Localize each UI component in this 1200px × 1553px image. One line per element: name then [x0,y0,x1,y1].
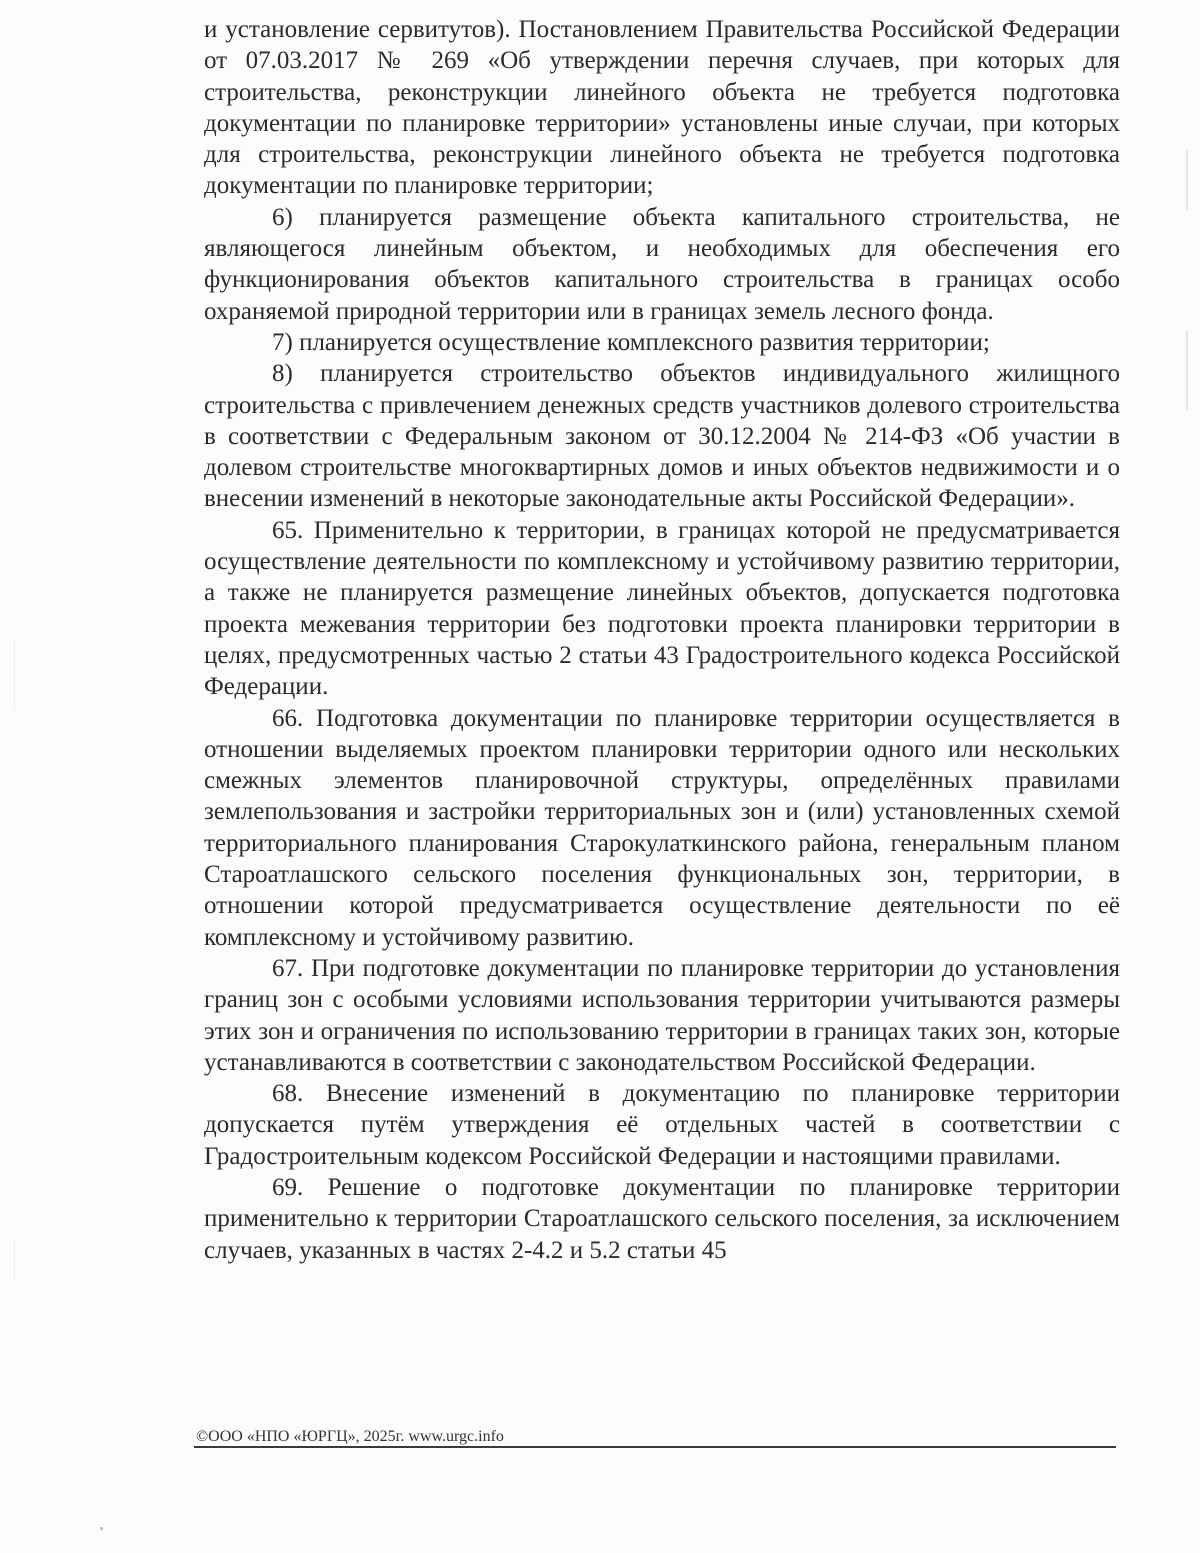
paragraph-item-8: 8) планируется строительство объектов индивидуального жилищного строительства с привлечением денежных средств участников долевого строительства в соответствии с Федеральным законом от 30.12.2004 № 214-ФЗ «Об участии в долевом строительстве многоквартирных домов и иных объектов недвижимости и о внесении изменений в некоторые законодательные акты Российской Федерации». [204,360,1120,513]
footer-copyright: ©ООО «НПО «ЮРГЦ», 2025г. www.urgc.info [196,1428,504,1445]
paragraph-item-7: 7) планируется осуществление комплексного развития территории; [272,328,990,356]
paragraph-67: 67. При подготовке документации по планировке территории до установления границ зон с особыми условиями использования территории учитываются размеры этих зон и ограничения по использованию территории в границах таких зон, которые устанавливаются в соответствии с законодательством Российской Федерации. [204,954,1120,1076]
scan-speck [1186,150,1188,210]
footer-rule [194,1446,1116,1448]
scan-speck [1186,330,1188,410]
paragraph-65: 65. Применительно к территории, в границах которой не предусматривается осуществление деятельности по комплексному и устойчивому развитию территории, а также не планируется размещение линейных объектов, допускается подготовка проекта межевания территории без подготовки проекта планировки территории в целях, предусмотренных частью 2 статьи 43 Градостроительного кодекса Российской Федерации. [204,516,1120,701]
paragraph-68: 68. Внесение изменений в документацию по планировке территории допускается путём утверждения её отдельных частей в соответствии с Градостроительным кодексом Российской Федерации и настоящими правилами. [204,1080,1120,1170]
scan-speck [14,1240,15,1280]
paragraph-item-6: 6) планируется размещение объекта капитального строительства, не являющегося линейным объектом, и необходимых для обеспечения его функционирования объектов капитального строительства в границах особо охраняемой природной территории или в границах земель лесного фонда. [204,203,1120,325]
scan-speck [14,640,15,710]
document-body [204,14,1120,1266]
paragraph-66: 66. Подготовка документации по планировке территории осуществляется в отношении выделяемых проектом планировки территории одного или нескольких смежных элементов планировочной структуры, определённых правилами землепользования и застройки территориальных зон и (или) установленных схемой территориального планирования Старокулаткинского района, генеральным планом Староатлашского сельского поселения функциональных зон, территории, в отношении которой предусматривается осуществление деятельности по её комплексному и устойчивому развитию. [204,704,1120,951]
paragraph-69: 69. Решение о подготовке документации по планировке территории применительно к территории Староатлашского сельского поселения, за исключением случаев, указанных в частях 2-4.2 и 5.2 статьи 45 [204,1173,1120,1264]
paragraph-continuation: и установление сервитутов). Постановлением Правительства Российской Федерации от 07.03.2017 № 269 «Об утверждении перечня случаев, при которых для строительства, реконструкции линейного объекта не требуется подготовка документации по планировке территории» установлены иные случаи, при которых для строительства, реконструкции линейного объекта не требуется подготовка документации по планировке территории; [204,16,1120,200]
scan-speck [100,1527,103,1530]
